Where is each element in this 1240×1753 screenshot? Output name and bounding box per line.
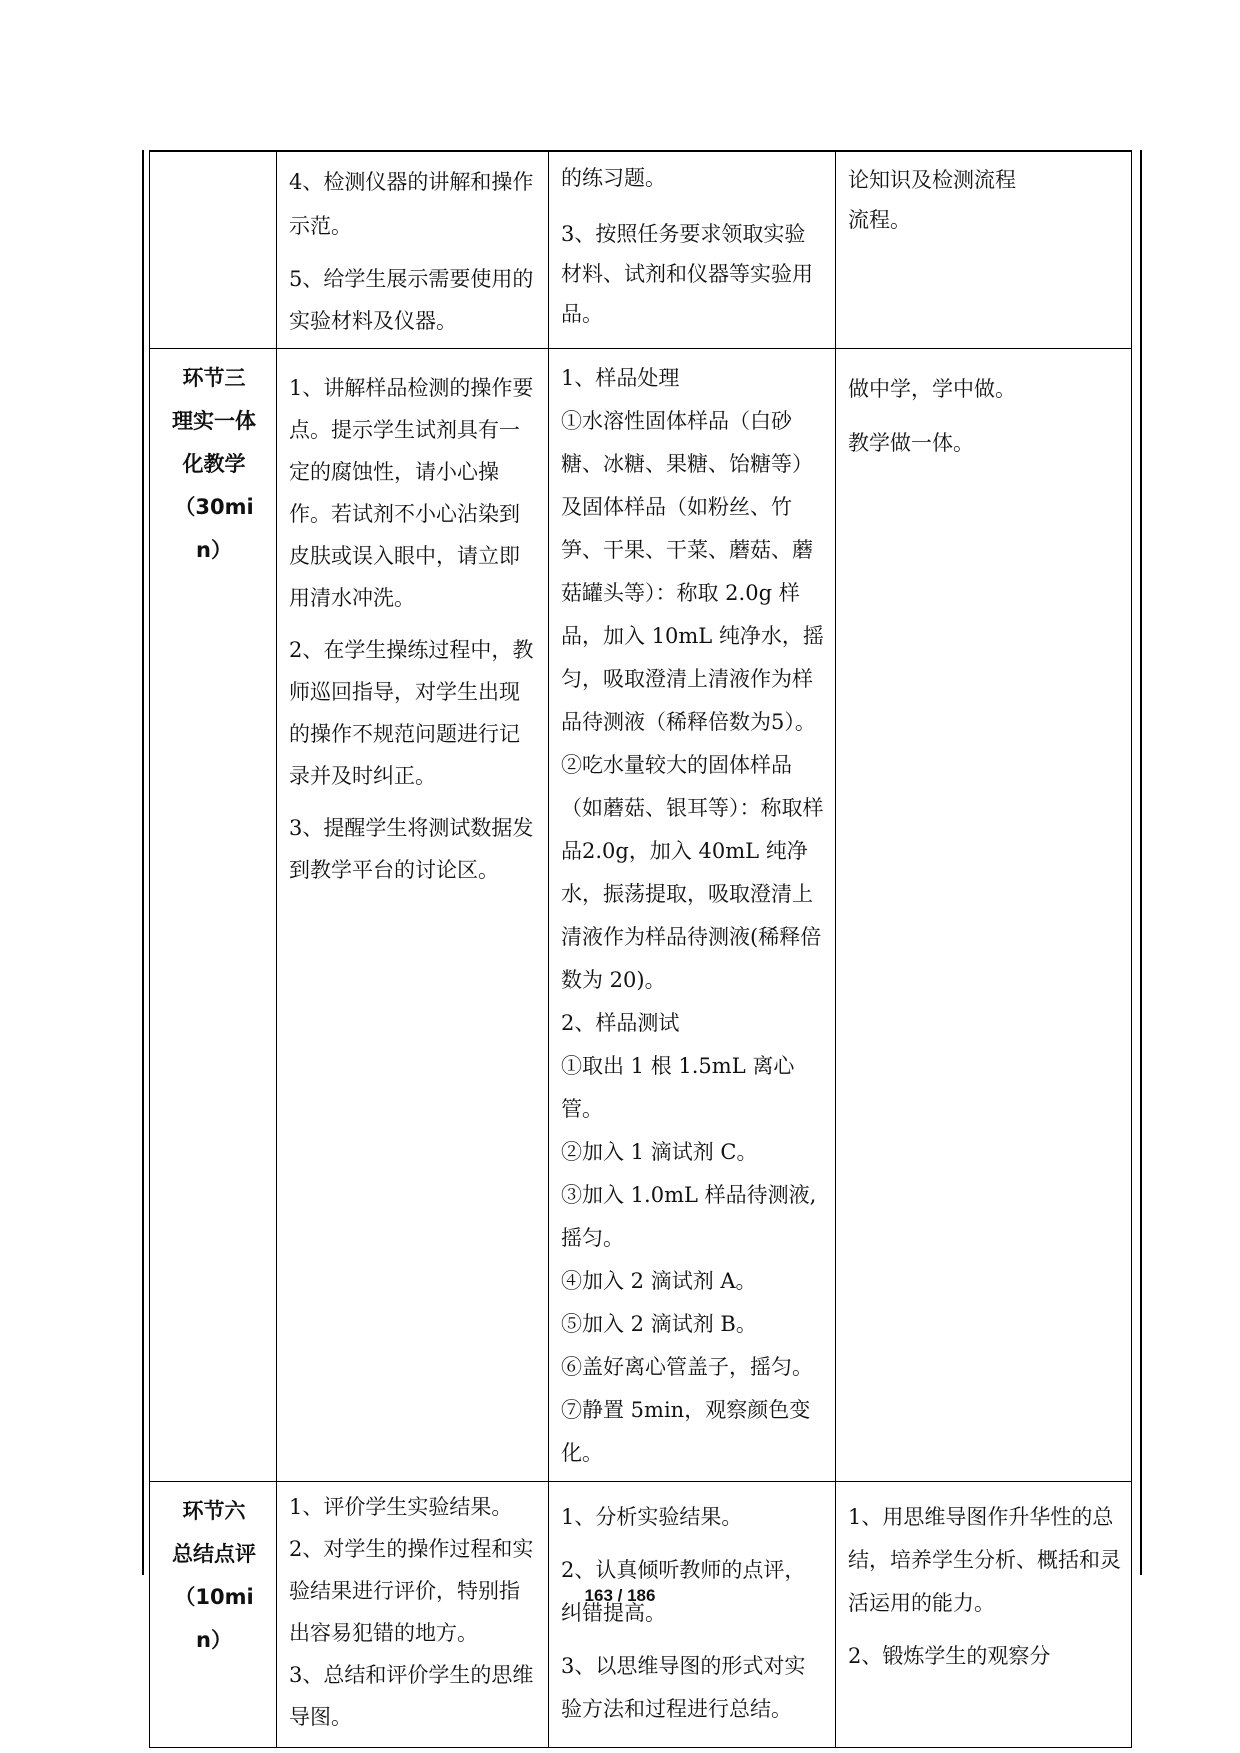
teacher-activity-text: 3、提醒学生将测试数据发到教学平台的讨论区。 xyxy=(289,816,534,882)
teacher-activity-text: 1、评价学生实验结果。 xyxy=(289,1495,513,1519)
stage-label: 环节六 xyxy=(182,1499,246,1523)
table-row xyxy=(150,151,1132,349)
page-number: 163 / 186 xyxy=(584,1586,656,1605)
stage-label: 理实一体 xyxy=(172,409,256,433)
student-activity-text: 2、认真倾听教师的点评，纠错提高。 xyxy=(561,1558,806,1625)
stage-cell xyxy=(150,1482,277,1748)
stage-label: 化教学 xyxy=(182,452,246,476)
teacher-activity-text: 2、在学生操练过程中，教师巡回指导，对学生出现的操作不规范问题进行记录并及时纠正。 xyxy=(289,638,534,788)
student-step-text: ③加入 1.0mL 样品待测液,摇匀。 xyxy=(561,1183,817,1250)
design-intent-cell xyxy=(836,151,1132,349)
table-row xyxy=(150,349,1132,1482)
table-row xyxy=(150,1482,1132,1748)
stage-cell xyxy=(150,349,277,1482)
student-step-text: ⑦静置 5min，观察颜色变化。 xyxy=(561,1398,811,1465)
design-intent-text: 做中学，学中做。 xyxy=(848,377,1016,401)
stage-label: 总结点评 xyxy=(172,1542,256,1566)
stage-duration: （30min） xyxy=(174,495,254,562)
student-activity-cell xyxy=(549,349,836,1482)
student-activity-text: 3、以思维导图的形式对实验方法和过程进行总结。 xyxy=(561,1654,806,1721)
design-intent-text: 论知识及检测流程流程。 xyxy=(848,168,1016,232)
student-step-text: ④加入 2 滴试剂 A。 xyxy=(561,1269,757,1293)
stage-duration: （10min） xyxy=(174,1585,254,1652)
lesson-plan-table xyxy=(149,150,1132,1748)
student-step-text: ②吃水量较大的固体样品（如蘑菇、银耳等）：称取样品2.0g，加入 40mL 纯净水，振荡提取，吸取澄清上清液作为样品待测液(稀释倍数为 20)。 xyxy=(561,753,824,992)
student-step-text: ①水溶性固体样品（白砂糖、冰糖、果糖、饴糖等）及固体样品（如粉丝、竹笋、干果、干菜、蘑菇、蘑菇罐头等）：称取 2.0g 样品，加入 10mL 纯净水，摇匀，吸取澄清上清液作为样品待测液（稀释倍数为5）。 xyxy=(561,409,824,734)
stage-cell xyxy=(150,151,277,349)
teacher-activity-text: 1、讲解样品检测的操作要点。提示学生试剂具有一定的腐蚀性，请小心操作。若试剂不小心沾染到皮肤或误入眼中，请立即用清水冲洗。 xyxy=(289,376,534,610)
student-step-text: ②加入 1 滴试剂 C。 xyxy=(561,1140,758,1164)
teacher-activity-cell xyxy=(277,349,549,1482)
design-intent-text: 1、用思维导图作升华性的总结，培养学生分析、概括和灵活运用的能力。 xyxy=(848,1505,1121,1615)
teacher-activity-text: 5、给学生展示需要使用的实验材料及仪器。 xyxy=(289,267,534,333)
student-activity-text: 1、分析实验结果。 xyxy=(561,1505,743,1529)
student-activity-cell xyxy=(549,151,836,349)
design-intent-cell xyxy=(836,1482,1132,1748)
student-step-heading: 1、样品处理 xyxy=(561,366,680,390)
design-intent-text: 2、锻炼学生的观察分 xyxy=(848,1644,1051,1668)
design-intent-text: 教学做一体。 xyxy=(848,431,974,455)
teacher-activity-text: 4、检测仪器的讲解和操作示范。 xyxy=(289,170,534,238)
student-step-heading: 2、样品测试 xyxy=(561,1011,680,1035)
student-activity-text: 的练习题。 xyxy=(561,166,666,190)
teacher-activity-text: 3、总结和评价学生的思维导图。 xyxy=(289,1663,534,1729)
student-activity-text: 3、按照任务要求领取实验材料、试剂和仪器等实验用品。 xyxy=(561,222,813,326)
student-step-text: ⑥盖好离心管盖子，摇匀。 xyxy=(561,1355,813,1379)
student-step-text: ⑤加入 2 滴试剂 B。 xyxy=(561,1312,757,1336)
design-intent-cell xyxy=(836,349,1132,1482)
teacher-activity-cell xyxy=(277,1482,549,1748)
stage-label: 环节三 xyxy=(182,366,246,390)
student-step-text: ①取出 1 根 1.5mL 离心管。 xyxy=(561,1054,795,1121)
teacher-activity-cell xyxy=(277,151,549,349)
student-activity-cell xyxy=(549,1482,836,1748)
teacher-activity-text: 2、对学生的操作过程和实验结果进行评价，特别指出容易犯错的地方。 xyxy=(289,1537,534,1645)
